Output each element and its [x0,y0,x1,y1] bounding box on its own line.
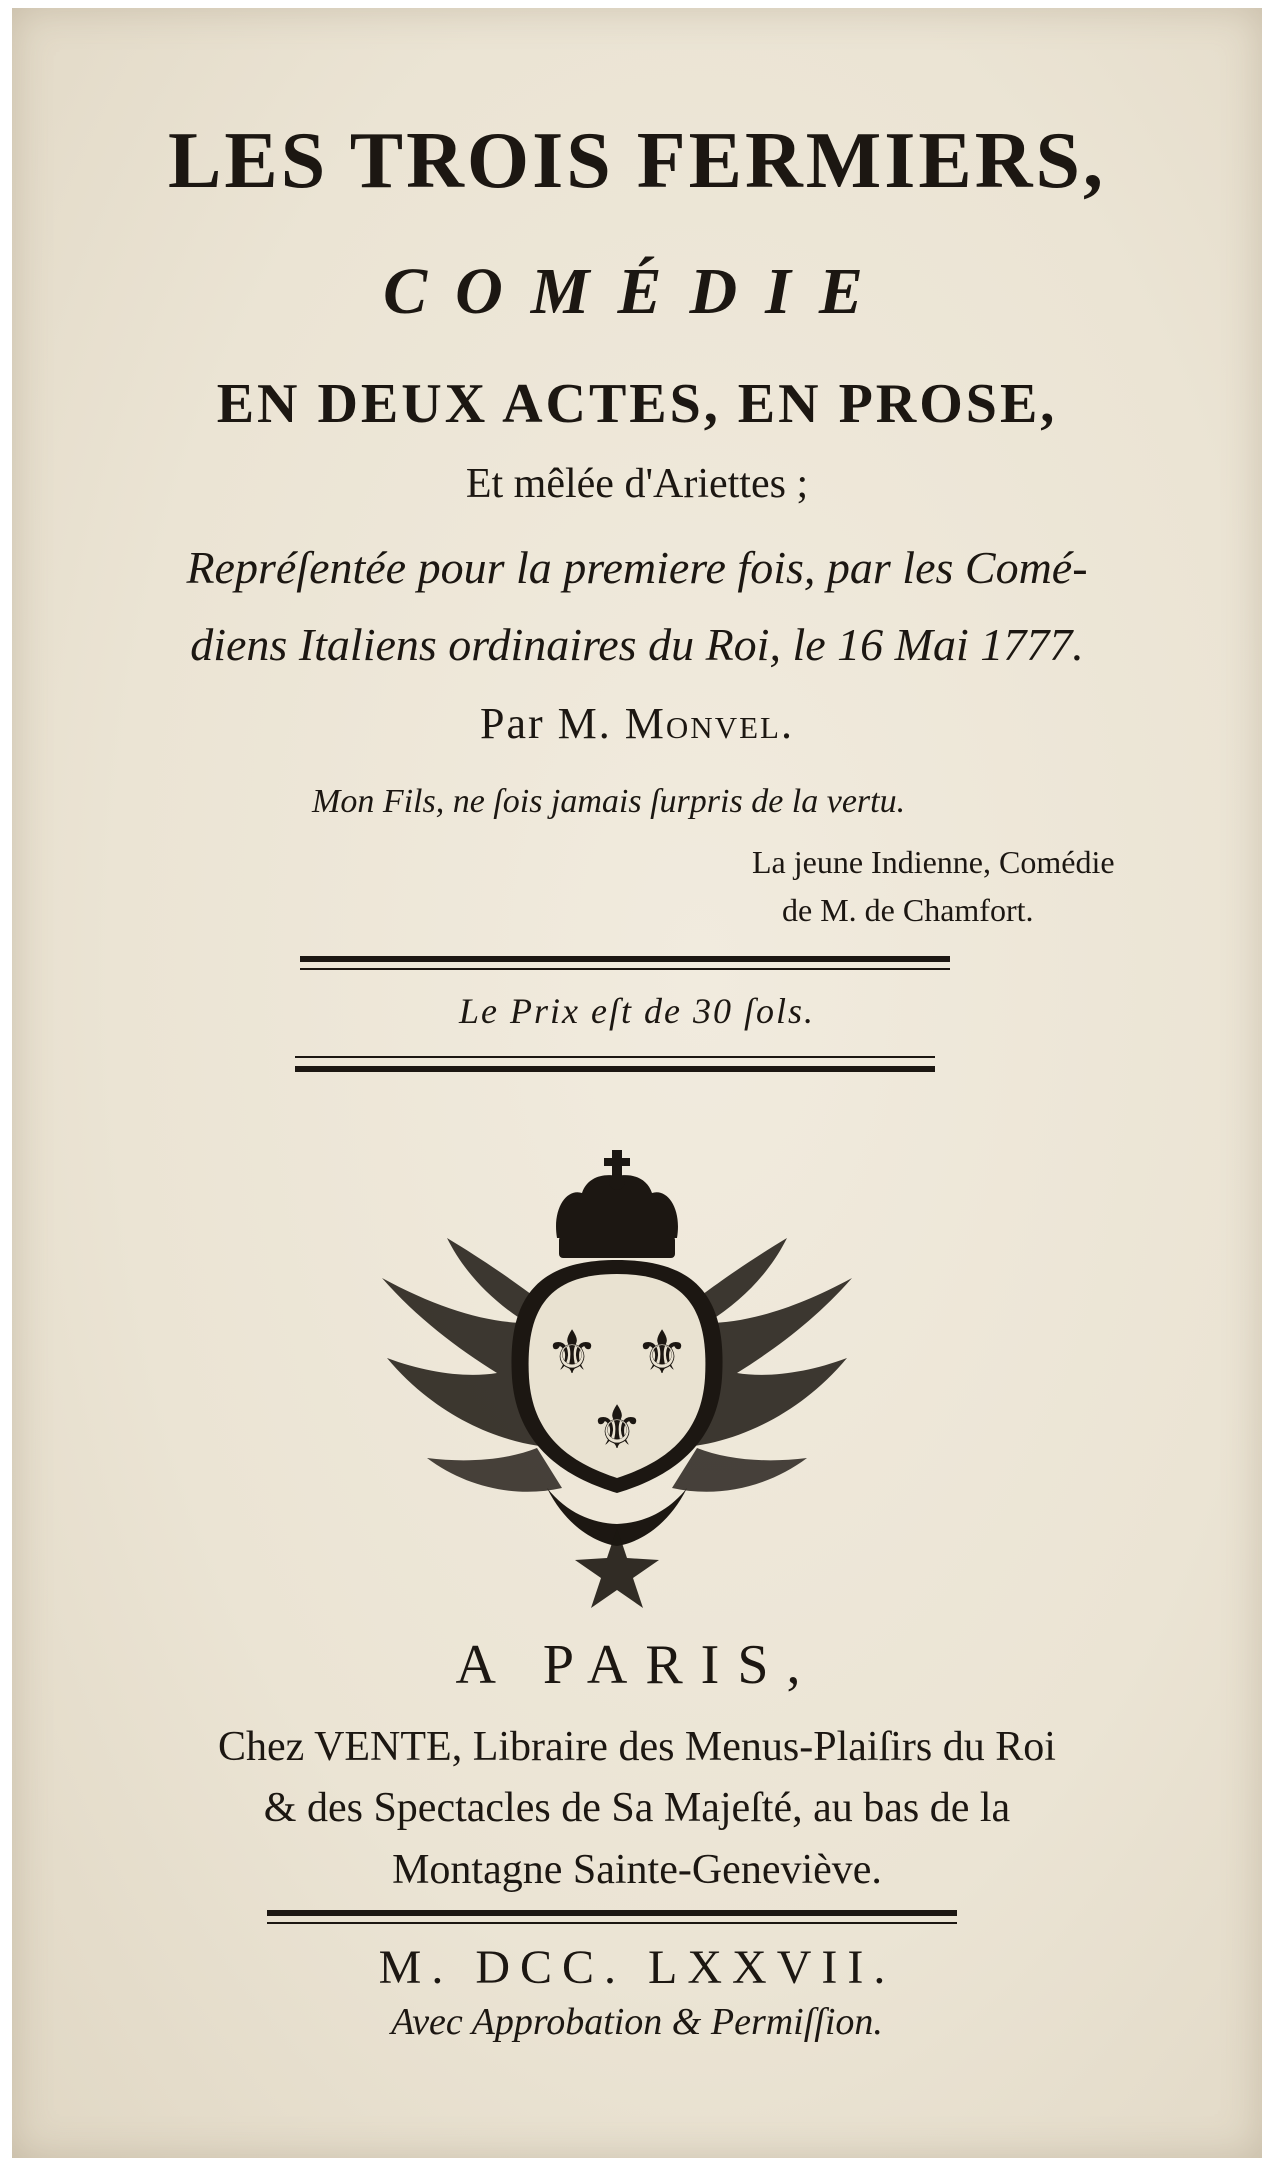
imprint-line-1: Chez VENTE, Libraire des Menus-Plaiſirs du Roi [218,1724,1056,1770]
author-name: Monvel. [624,699,794,748]
fleur-de-lis-icon: ⚜ [635,1318,689,1388]
rule-top-thick [300,956,950,962]
imprint-line-2: & des Spectacles de Sa Majeſté, au bas de la [263,1785,1011,1831]
imprint-city: A PARIS, [455,1634,819,1696]
author-prefix: Par M. [480,699,612,748]
epigraph-source-2: de M. de Chamfort. [782,892,1034,928]
book-title: LES TROIS FERMIERS, [167,117,1106,205]
ariettes-line: Et mêlée d'Ariettes ; [465,461,809,507]
rule-top-thin [300,968,950,970]
approbation-line: Avec Approbation & Permiſſion. [391,2001,883,2043]
performance-line-1: Repréſentée pour la premiere fois, par les Comé- [186,542,1088,593]
rule-bottom-thin [267,1922,957,1924]
rule-mid-thin [295,1056,935,1058]
performance-line-2: diens Italiens ordinaires du Roi, le 16 Mai 1777. [190,619,1084,670]
royal-arms-emblem [367,1148,867,1608]
publication-year: M. DCC. LXXVII. [378,1941,896,1994]
fleur-de-lis-icon: ⚜ [545,1318,599,1388]
subtitle: EN DEUX ACTES, EN PROSE, [216,373,1058,435]
epigraph-quote: Mon Fils, ne ſois jamais ſurpris de la vertu. [312,783,906,820]
title-page [12,8,1262,2158]
genre-heading: COMÉDIE [383,255,891,328]
imprint-line-3: Montagne Sainte-Geneviève. [392,1847,882,1893]
rule-bottom-thick [267,1910,957,1916]
epigraph-source-1: La jeune Indienne, Comédie [752,844,1115,880]
author-line [12,698,1262,749]
rule-mid-thick [295,1066,935,1072]
price-line: Le Prix eſt de 30 ſols. [459,991,815,1031]
fleur-de-lis-icon: ⚜ [590,1393,644,1463]
